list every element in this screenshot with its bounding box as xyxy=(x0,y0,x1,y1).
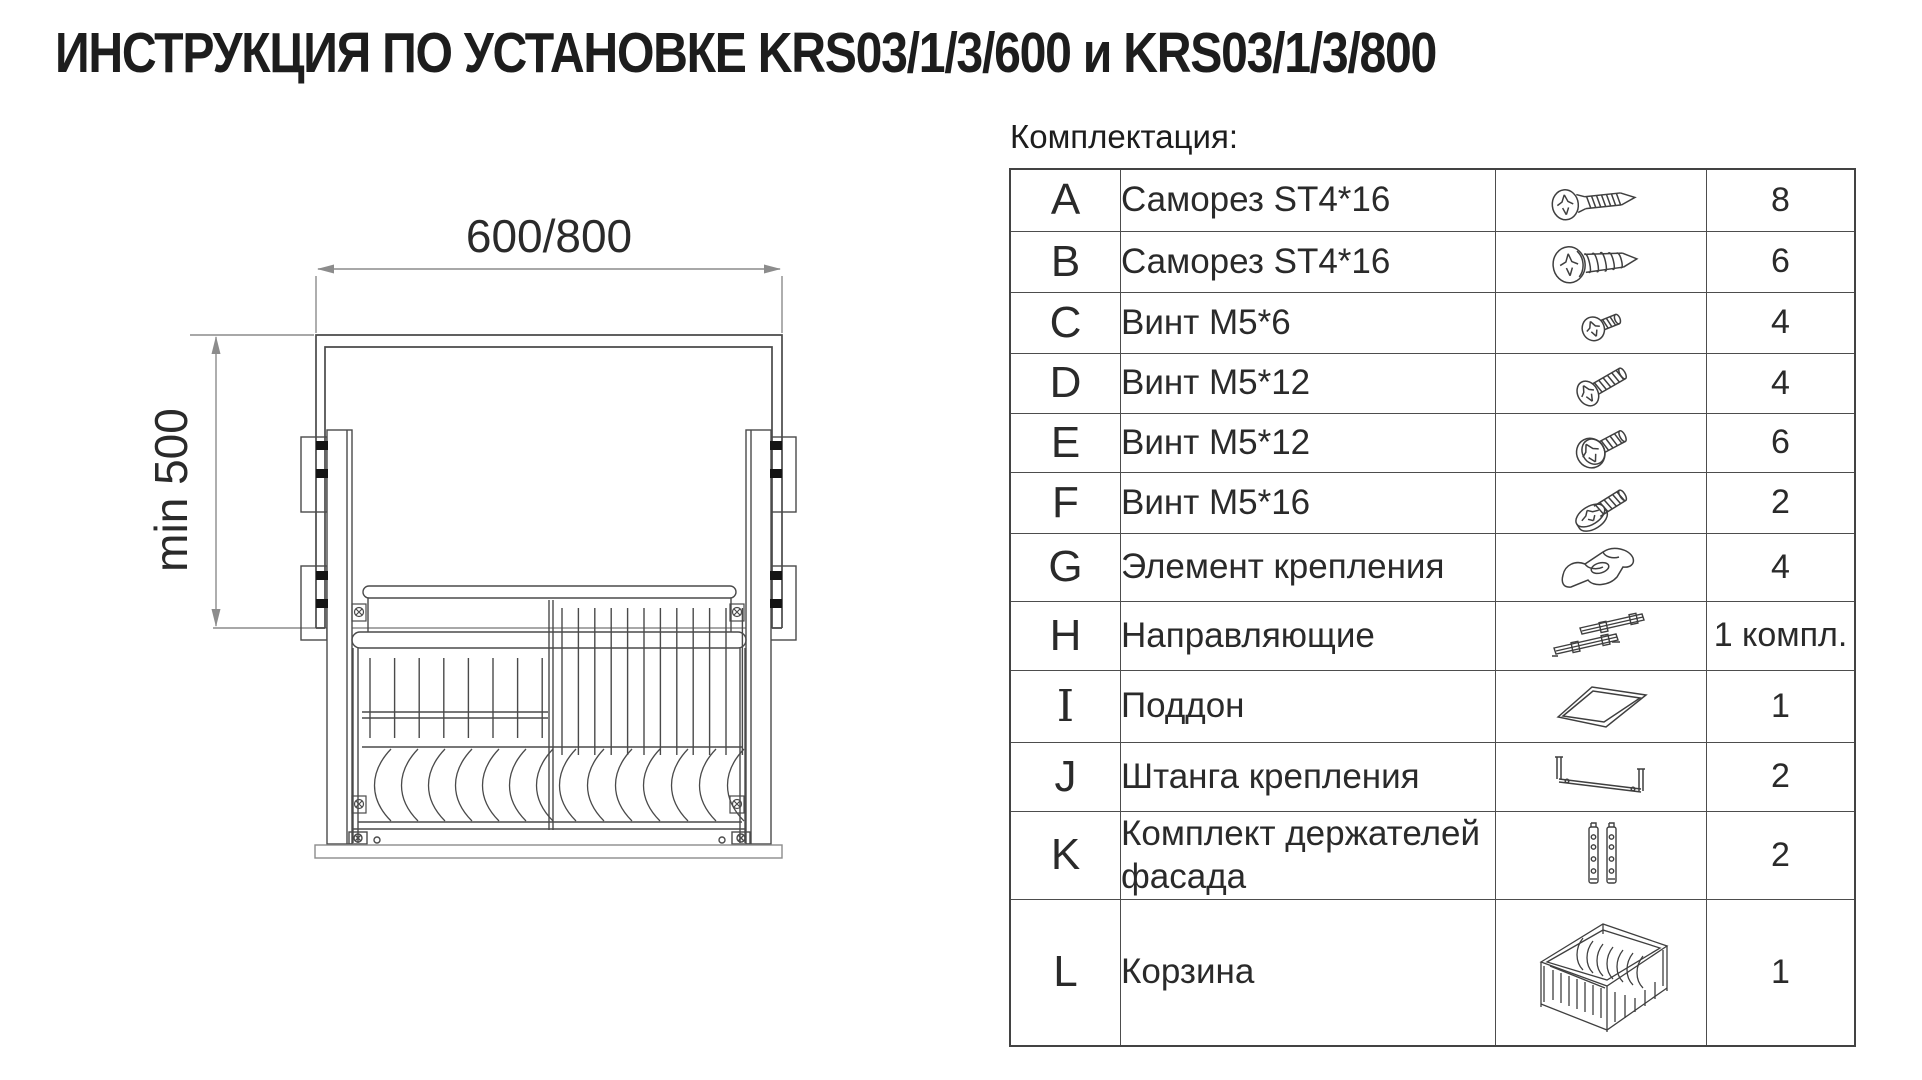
table-row xyxy=(1010,169,1855,231)
part-letter: H xyxy=(1010,601,1121,670)
table-row xyxy=(1010,900,1855,1046)
basket-icon xyxy=(1517,904,1685,1040)
part-quantity: 4 xyxy=(1707,353,1856,413)
base-panel xyxy=(315,845,782,858)
part-letter: F xyxy=(1010,472,1121,533)
part-quantity: 6 xyxy=(1707,413,1856,472)
flat-head-bolt-icon xyxy=(1561,473,1641,533)
part-letter: C xyxy=(1010,292,1121,353)
table-row xyxy=(1010,601,1855,670)
part-name: Направляющие xyxy=(1121,601,1496,670)
plates-row xyxy=(375,749,745,821)
part-letter: B xyxy=(1010,231,1121,292)
left-mount-panel xyxy=(301,430,352,844)
dish-basket xyxy=(349,586,750,844)
tray-icon xyxy=(1542,675,1660,737)
part-quantity: 6 xyxy=(1707,231,1856,292)
parts-table xyxy=(1009,168,1856,1047)
drawer-slides-icon xyxy=(1542,604,1660,668)
parts-heading: Комплектация: xyxy=(1010,118,1239,155)
part-quantity: 1 xyxy=(1707,900,1856,1046)
cabinet-outline xyxy=(316,335,782,628)
part-letter: G xyxy=(1010,533,1121,601)
part-letter: D xyxy=(1010,353,1121,413)
table-row xyxy=(1010,292,1855,353)
panhead-screw-icon xyxy=(1545,235,1657,289)
part-name: Комплект держателей фасада xyxy=(1121,811,1496,900)
table-row xyxy=(1010,472,1855,533)
table-row xyxy=(1010,353,1855,413)
part-quantity: 1 xyxy=(1707,670,1856,742)
part-letter: E xyxy=(1010,413,1121,472)
part-letter: K xyxy=(1010,811,1121,900)
part-name: Винт М5*12 xyxy=(1121,353,1496,413)
facade-holders-icon xyxy=(1561,819,1641,891)
width-dimension-label: 600/800 xyxy=(465,210,633,262)
part-name: Элемент крепления xyxy=(1121,533,1496,601)
part-name: Винт М5*6 xyxy=(1121,292,1496,353)
part-letter: J xyxy=(1010,742,1121,811)
table-row xyxy=(1010,742,1855,811)
part-quantity: 1 компл. xyxy=(1707,601,1856,670)
height-dimension-label: min 500 xyxy=(145,408,197,572)
table-row xyxy=(1010,231,1855,292)
part-name: Саморез ST4*16 xyxy=(1121,169,1496,231)
countersunk-screw-icon xyxy=(1541,175,1661,225)
part-quantity: 4 xyxy=(1707,533,1856,601)
dimension-height xyxy=(190,335,782,628)
machine-screw-short-icon xyxy=(1570,298,1632,348)
mounting-rod-icon xyxy=(1543,749,1659,805)
part-letter: L xyxy=(1010,900,1121,1046)
corner-clamps xyxy=(352,604,744,813)
part-quantity: 2 xyxy=(1707,742,1856,811)
part-quantity: 2 xyxy=(1707,811,1856,900)
table-row xyxy=(1010,413,1855,472)
part-quantity: 2 xyxy=(1707,472,1856,533)
part-name: Поддон xyxy=(1121,670,1496,742)
part-quantity: 8 xyxy=(1707,169,1856,231)
table-row xyxy=(1010,811,1855,900)
part-letter: I xyxy=(1010,670,1121,742)
table-row xyxy=(1010,670,1855,742)
part-name: Саморез ST4*16 xyxy=(1121,231,1496,292)
part-name: Винт М5*12 xyxy=(1121,413,1496,472)
dimension-width xyxy=(316,265,782,334)
part-name: Винт М5*16 xyxy=(1121,472,1496,533)
mounting-clip-icon xyxy=(1555,537,1647,597)
right-mount-panel xyxy=(746,430,796,844)
machine-screw-icon xyxy=(1562,355,1640,411)
part-name: Штанга крепления xyxy=(1121,742,1496,811)
part-quantity: 4 xyxy=(1707,292,1856,353)
part-name: Корзина xyxy=(1121,900,1496,1046)
part-letter: A xyxy=(1010,169,1121,231)
page-title: ИНСТРУКЦИЯ ПО УСТАНОВКЕ KRS03/1/3/600 и KRS03/1/3/800 xyxy=(55,21,1437,85)
table-row xyxy=(1010,533,1855,601)
machine-screw-flange-icon xyxy=(1563,415,1639,471)
